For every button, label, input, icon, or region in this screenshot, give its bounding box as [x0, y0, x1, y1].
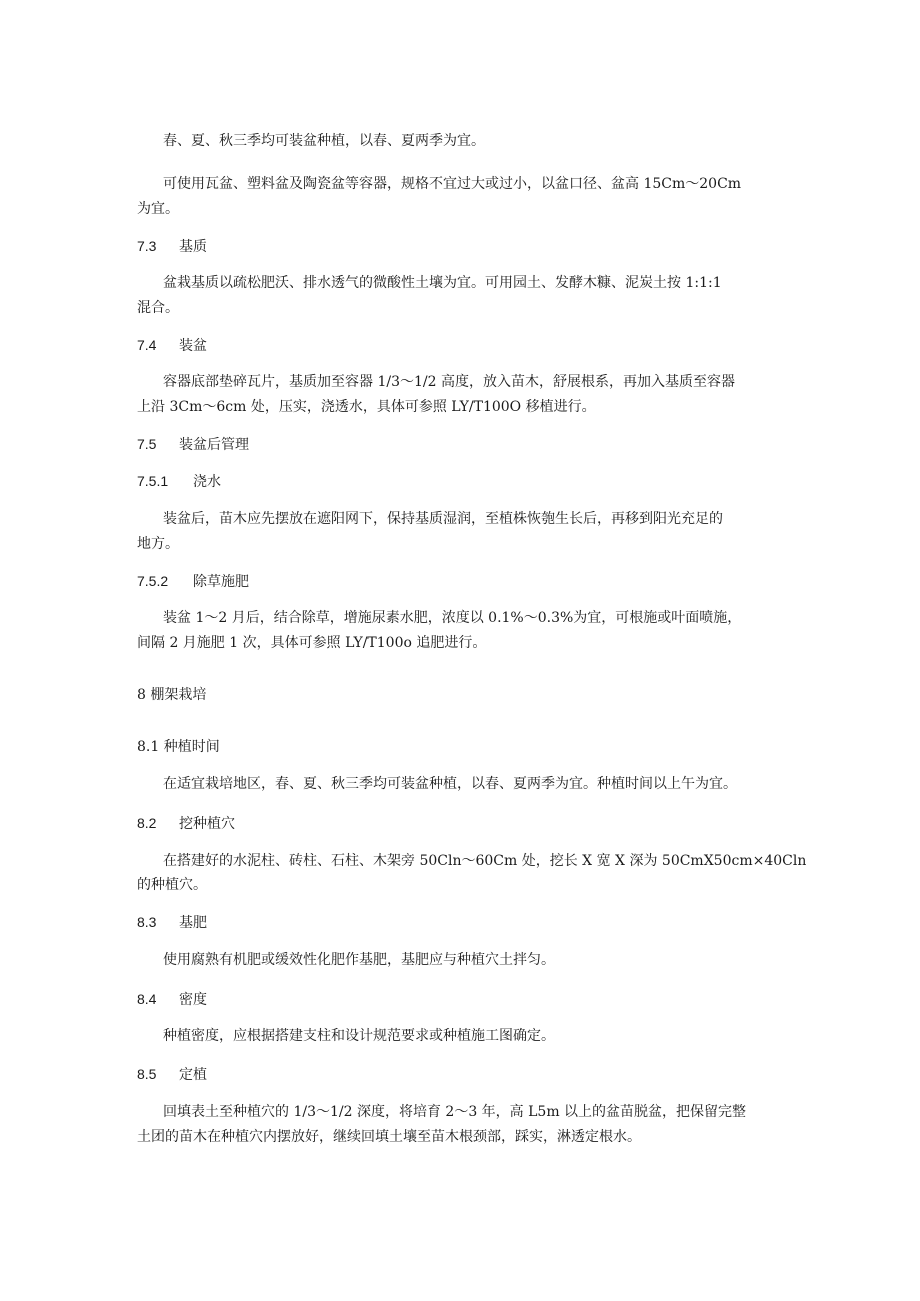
section-heading-7-3 [137, 236, 207, 257]
section-title: 定植 [179, 1067, 207, 1083]
paragraph-line: 土团的苗木在种植穴内摆放好，继续回填土壤至苗木根颈部，踩实，淋透定根水。 [137, 1129, 641, 1145]
paragraph-line: 春、夏、秋三季均可装盆种植，以春、夏两季为宜。 [163, 133, 485, 149]
section-heading-8-3 [137, 912, 207, 933]
section-title: 装盆 [179, 338, 207, 354]
paragraph-line: 地方。 [137, 536, 179, 552]
section-heading-7-5 [137, 434, 249, 455]
section-title: 基肥 [179, 915, 207, 931]
section-heading-7-5-2 [137, 571, 249, 592]
section-number: 7.4 [137, 337, 157, 353]
paragraph-line: 回填表土至种植穴的 1/3～1/2 深度，将培育 2～3 年，高 L5m 以上的盆苗脱盆，把保留完整 [163, 1104, 747, 1120]
section-title: 除草施肥 [193, 574, 249, 590]
section-heading-8-4 [137, 989, 207, 1010]
paragraph-line: 种植密度，应根据搭建支柱和设计规范要求或种植施工图确定。 [163, 1028, 555, 1044]
section-title: 密度 [179, 992, 207, 1008]
section-number: 7.3 [137, 238, 157, 254]
section-title: 浇水 [193, 474, 221, 490]
section-heading-8-5 [137, 1064, 207, 1085]
section-number: 8.3 [137, 914, 157, 930]
section-title: 装盆后管理 [179, 437, 249, 453]
paragraph-line: 在搭建好的水泥柱、砖柱、石柱、木架旁 50Cln～60Cm 处，挖长 X 宽 X 深为 50CmX50cm×40Cln [163, 853, 807, 869]
paragraph-line: 混合。 [137, 300, 179, 316]
paragraph-line: 可使用瓦盆、塑料盆及陶瓷盆等容器，规格不宜过大或过小，以盆口径、盆高 15Cm～20Cm [163, 176, 742, 192]
paragraph-line: 使用腐熟有机肥或缓效性化肥作基肥，基肥应与种植穴土拌匀。 [163, 952, 555, 968]
chapter-heading-8: 8 棚架栽培 [137, 687, 207, 703]
section-heading-8-1: 8.1 种植时间 [137, 739, 220, 755]
paragraph-line: 在适宜栽培地区，春、夏、秋三季均可装盆种植，以春、夏两季为宜。种植时间以上午为宜。 [163, 776, 737, 792]
section-number: 8.4 [137, 991, 157, 1007]
paragraph-line: 装盆 1～2 月后，结合除草，增施尿素水肥，浓度以 0.1%～0.3%为宜，可根施或叶面喷施， [163, 610, 742, 626]
section-number: 7.5 [137, 436, 157, 452]
section-heading-7-4 [137, 335, 207, 356]
paragraph-line: 为宜。 [137, 201, 179, 217]
section-title: 挖种植穴 [179, 816, 235, 832]
paragraph-line: 上沿 3Cm～6cm 处，压实，浇透水，具体可参照 LY/T100O 移植进行。 [137, 399, 596, 415]
paragraph-line: 容器底部垫碎瓦片，基质加至容器 1/3～1/2 高度，放入苗木，舒展根系，再加入基质至容器 [163, 374, 735, 390]
section-number: 7.5.1 [137, 473, 169, 489]
section-heading-7-5-1 [137, 471, 221, 492]
section-title: 基质 [179, 239, 207, 255]
paragraph-line: 盆栽基质以疏松肥沃、排水透气的微酸性土壤为宜。可用园土、发酵木糠、泥炭土按 1:1:1 [163, 275, 722, 291]
section-number: 8.5 [137, 1066, 157, 1082]
section-number: 7.5.2 [137, 573, 169, 589]
section-heading-8-2 [137, 813, 235, 834]
paragraph-line: 间隔 2 月施肥 1 次，具体可参照 LY/T100o 追肥进行。 [137, 635, 487, 651]
section-number: 8.2 [137, 815, 157, 831]
paragraph-line: 的种植穴。 [137, 877, 207, 893]
paragraph-line: 装盆后，苗木应先摆放在遮阳网下，保持基质湿润，至植株恢匏生长后，再移到阳光充足的 [163, 511, 723, 527]
